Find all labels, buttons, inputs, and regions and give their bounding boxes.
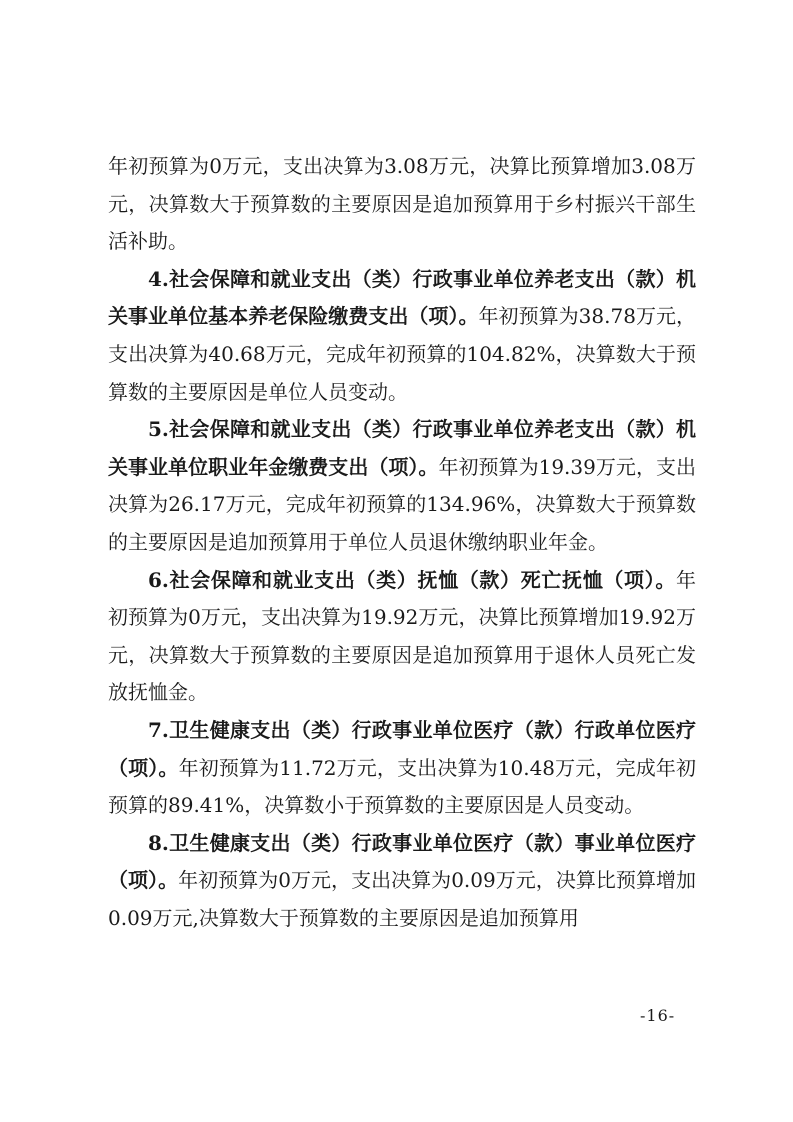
expenditure-item-4 [108,261,696,411]
item-heading: 社会保障和就业支出（类）抚恤（款）死亡抚恤（项）。 [168,567,676,592]
expenditure-item-7 [108,712,696,825]
continuation-paragraph: 年初预算为0万元，支出决算为3.08万元，决算比预算增加3.08万元，决算数大于预算数的主要原因是追加预算用于乡村振兴干部生活补助。 [108,154,696,254]
item-number: 5. [148,417,169,442]
document-body [108,148,696,937]
item-body: 年初预算为19.39万元，支出决算为26.17万元，完成年初预算的134.96%，决算数大于预算数的主要原因是追加预算用于单位人员退休缴纳职业年金。 [108,454,696,554]
item-heading: 社会保障和就业支出（类）行政事业单位养老支出（款）机关事业单位基本养老保险缴费支出（项）。 [108,266,696,329]
item-body: 年初预算为0万元，支出决算为0.09万元，决算比预算增加0.09万元,决算数大于预算数的主要原因是追加预算用 [108,868,696,930]
item-heading: 社会保障和就业支出（类）行政事业单位养老支出（款）机关事业单位职业年金缴费支出（项）。 [108,417,696,479]
item-number: 6. [148,567,169,592]
expenditure-item-8 [108,825,696,938]
expenditure-item-5 [108,411,696,561]
page-number: -16- [640,1006,676,1025]
item-body: 年初预算为11.72万元，支出决算为10.48万元，完成年初预算的89.41%，决算数小于预算数的主要原因是人员变动。 [108,755,697,818]
item-number: 7. [148,717,169,742]
item-body: 年初预算为0万元，支出决算为19.92万元，决算比预算增加19.92万元，决算数大于预算数的主要原因是追加预算用于退休人员死亡发放抚恤金。 [108,567,696,705]
item-heading: 卫生健康支出（类）行政事业单位医疗（款）行政单位医疗（项）。 [108,717,696,780]
item-number: 4. [148,266,169,291]
item-number: 8. [148,830,169,855]
item-heading: 卫生健康支出（类）行政事业单位医疗（款）事业单位医疗（项）。 [108,830,696,893]
item-body: 年初预算为38.78万元，支出决算为40.68万元，完成年初预算的104.82%，决算数大于预算数的主要原因是单位人员变动。 [108,304,697,404]
expenditure-item-6 [108,562,696,712]
